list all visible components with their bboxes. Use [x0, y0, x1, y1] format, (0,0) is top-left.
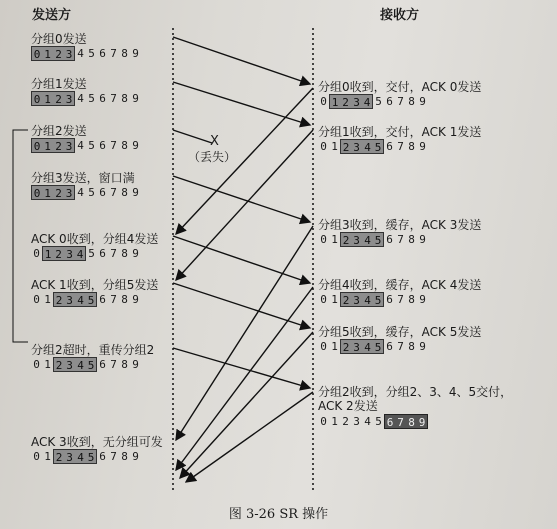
seq-number: 0 [320, 140, 327, 153]
seq-number: 9 [419, 340, 426, 353]
receiver-event-label-line2: ACK 2发送 [318, 399, 378, 413]
seq-number: 6 [386, 140, 393, 153]
seq-number: 2 [53, 292, 64, 307]
seq-number: 9 [132, 139, 139, 152]
seq-number: 3 [64, 46, 75, 61]
seq-number: 6 [99, 358, 106, 371]
seq-number: 9 [132, 47, 139, 60]
seq-number: 4 [77, 186, 84, 199]
seq-number: 9 [419, 140, 426, 153]
seq-number: 6 [99, 47, 106, 60]
seq-number: 3 [64, 185, 75, 200]
seq-number: 8 [121, 139, 128, 152]
seq-number: 2 [342, 415, 349, 428]
arrow-packet-5 [173, 283, 310, 328]
sequence-strip [31, 138, 141, 153]
seq-number: 5 [86, 357, 97, 372]
seq-number: 7 [110, 293, 117, 306]
seq-number: 3 [351, 232, 362, 247]
arrow-packet-1 [173, 82, 310, 125]
seq-number: 9 [132, 358, 139, 371]
seq-number: 2 [340, 139, 351, 154]
seq-number: 1 [331, 293, 338, 306]
seq-number: 7 [110, 247, 117, 260]
seq-number: 3 [64, 292, 75, 307]
seq-number: 5 [88, 92, 95, 105]
seq-number: 7 [397, 95, 404, 108]
seq-number: 2 [53, 449, 64, 464]
seq-number: 3 [351, 339, 362, 354]
seq-number: 4 [75, 246, 86, 261]
sender-event-label: 分组2超时，重传分组2 [31, 343, 155, 357]
seq-number: 3 [64, 246, 75, 261]
seq-number: 3 [64, 357, 75, 372]
seq-number: 5 [375, 415, 382, 428]
sequence-strip [318, 339, 428, 354]
seq-number: 3 [353, 415, 360, 428]
sequence-strip [31, 185, 141, 200]
seq-number: 9 [132, 450, 139, 463]
seq-number: 5 [375, 95, 382, 108]
seq-number: 6 [99, 92, 106, 105]
seq-number: 3 [64, 138, 75, 153]
seq-number: 0 [31, 138, 42, 153]
seq-number: 8 [408, 233, 415, 246]
seq-number: 2 [53, 246, 64, 261]
seq-number: 0 [320, 293, 327, 306]
seq-number: 6 [386, 340, 393, 353]
seq-number: 4 [75, 449, 86, 464]
seq-number: 2 [53, 357, 64, 372]
seq-number: 0 [31, 46, 42, 61]
receiver-header: 接收方 [380, 8, 420, 23]
receiver-event-label: 分组0收到，交付，ACK 0发送 [318, 80, 482, 94]
seq-number: 6 [99, 293, 106, 306]
seq-number: 4 [75, 292, 86, 307]
seq-number: 2 [53, 91, 64, 106]
seq-number: 1 [42, 185, 53, 200]
sequence-strip [318, 139, 428, 154]
seq-number: 1 [331, 140, 338, 153]
seq-number: 7 [397, 140, 404, 153]
seq-number: 3 [351, 292, 362, 307]
seq-number: 8 [406, 414, 417, 429]
seq-number: 4 [77, 139, 84, 152]
seq-number: 1 [331, 415, 338, 428]
seq-number: 8 [121, 47, 128, 60]
receiver-event-label: 分组3收到，缓存，ACK 3发送 [318, 218, 482, 232]
seq-number: 5 [86, 292, 97, 307]
figure-caption: 图 3-26 SR 操作 [228, 507, 329, 522]
seq-number: 8 [408, 140, 415, 153]
sender-event-label: ACK 0收到，分组4发送 [31, 232, 159, 246]
sequence-strip [318, 292, 428, 307]
seq-number: 9 [132, 186, 139, 199]
seq-number: 0 [320, 233, 327, 246]
timeout-bracket [13, 130, 28, 342]
seq-number: 4 [362, 232, 373, 247]
arrow-ack-4 [176, 287, 313, 470]
receiver-event-label: 分组5收到，缓存，ACK 5发送 [318, 325, 482, 339]
seq-number: 1 [42, 46, 53, 61]
seq-number: 6 [384, 414, 395, 429]
seq-number: 5 [88, 139, 95, 152]
seq-number: 5 [373, 339, 384, 354]
seq-number: 8 [121, 92, 128, 105]
seq-number: 9 [417, 414, 428, 429]
sender-event-label: 分组2发送 [31, 124, 87, 138]
seq-number: 5 [373, 292, 384, 307]
seq-number: 2 [340, 232, 351, 247]
seq-number: 4 [362, 339, 373, 354]
seq-number: 1 [42, 246, 53, 261]
seq-number: 6 [99, 450, 106, 463]
seq-number: 8 [121, 293, 128, 306]
seq-number: 2 [340, 292, 351, 307]
seq-number: 7 [110, 358, 117, 371]
seq-number: 4 [364, 415, 371, 428]
seq-number: 1 [42, 91, 53, 106]
seq-number: 9 [132, 293, 139, 306]
seq-number: 8 [121, 358, 128, 371]
seq-number: 5 [88, 47, 95, 60]
sequence-strip [318, 232, 428, 247]
seq-number: 4 [362, 94, 373, 109]
seq-number: 9 [132, 247, 139, 260]
seq-number: 4 [75, 357, 86, 372]
seq-number: 4 [362, 139, 373, 154]
seq-number: 5 [373, 232, 384, 247]
sender-event-label: ACK 1收到，分组5发送 [31, 278, 159, 292]
sequence-strip [31, 246, 141, 261]
seq-number: 8 [121, 186, 128, 199]
seq-number: 1 [44, 450, 51, 463]
seq-number: 3 [351, 94, 362, 109]
seq-number: 7 [110, 139, 117, 152]
seq-number: 0 [31, 91, 42, 106]
seq-number: 0 [33, 358, 40, 371]
seq-number: 7 [110, 47, 117, 60]
sequence-strip [31, 292, 141, 307]
sequence-strip [318, 94, 428, 109]
seq-number: 8 [408, 340, 415, 353]
arrow-packet-0 [173, 37, 310, 84]
seq-number: 1 [329, 94, 340, 109]
seq-number: 8 [408, 95, 415, 108]
arrow-ack-2 [186, 392, 313, 482]
seq-number: 4 [77, 92, 84, 105]
seq-number: 6 [386, 233, 393, 246]
seq-number: 9 [132, 92, 139, 105]
seq-number: 0 [33, 247, 40, 260]
sequence-strip [318, 414, 428, 429]
receiver-event-label: 分组1收到，交付，ACK 1发送 [318, 125, 482, 139]
sender-event-label: 分组0发送 [31, 32, 87, 46]
seq-number: 2 [340, 94, 351, 109]
receiver-event-label: 分组4收到，缓存，ACK 4发送 [318, 278, 482, 292]
sender-event-label: ACK 3收到，无分组可发 [31, 435, 163, 449]
seq-number: 1 [331, 233, 338, 246]
seq-number: 3 [64, 449, 75, 464]
seq-number: 8 [408, 293, 415, 306]
seq-number: 7 [110, 450, 117, 463]
seq-number: 0 [33, 450, 40, 463]
seq-number: 5 [373, 139, 384, 154]
seq-number: 1 [331, 340, 338, 353]
seq-number: 9 [419, 293, 426, 306]
seq-number: 8 [121, 450, 128, 463]
seq-number: 5 [88, 247, 95, 260]
seq-number: 7 [110, 186, 117, 199]
sequence-strip [31, 91, 141, 106]
seq-number: 2 [53, 46, 64, 61]
seq-number: 6 [99, 247, 106, 260]
seq-number: 4 [77, 47, 84, 60]
seq-number: 3 [64, 91, 75, 106]
seq-number: 3 [351, 139, 362, 154]
seq-number: 6 [99, 139, 106, 152]
seq-number: 0 [320, 415, 327, 428]
arrow-packet-2-lost [173, 130, 212, 143]
seq-number: 1 [42, 138, 53, 153]
seq-number: 7 [397, 293, 404, 306]
seq-number: 6 [386, 95, 393, 108]
seq-number: 6 [386, 293, 393, 306]
seq-number: 7 [397, 340, 404, 353]
sender-event-label: 分组1发送 [31, 77, 87, 91]
seq-number: 0 [320, 95, 327, 108]
seq-number: 8 [121, 247, 128, 260]
receiver-event-label: 分组2收到，分组2、3、4、5交付， [318, 385, 513, 399]
seq-number: 1 [44, 358, 51, 371]
seq-number: 9 [419, 95, 426, 108]
sequence-strip [31, 449, 141, 464]
arrow-packet-4 [173, 236, 310, 283]
seq-number: 7 [110, 92, 117, 105]
seq-number: 2 [53, 138, 64, 153]
sender-header: 发送方 [32, 8, 72, 23]
sender-event-label: 分组3发送，窗口满 [31, 171, 135, 185]
seq-number: 0 [33, 293, 40, 306]
sequence-strip [31, 46, 141, 61]
loss-marker: X [210, 134, 219, 149]
seq-number: 0 [320, 340, 327, 353]
seq-number: 4 [362, 292, 373, 307]
seq-number: 5 [88, 186, 95, 199]
seq-number: 0 [31, 185, 42, 200]
sequence-strip [31, 357, 141, 372]
seq-number: 9 [419, 233, 426, 246]
seq-number: 7 [395, 414, 406, 429]
seq-number: 1 [44, 293, 51, 306]
seq-number: 2 [340, 339, 351, 354]
seq-number: 7 [397, 233, 404, 246]
seq-number: 2 [53, 185, 64, 200]
arrow-ack-5 [180, 332, 313, 478]
loss-label: （丢失） [188, 150, 237, 164]
seq-number: 6 [99, 186, 106, 199]
seq-number: 5 [86, 449, 97, 464]
